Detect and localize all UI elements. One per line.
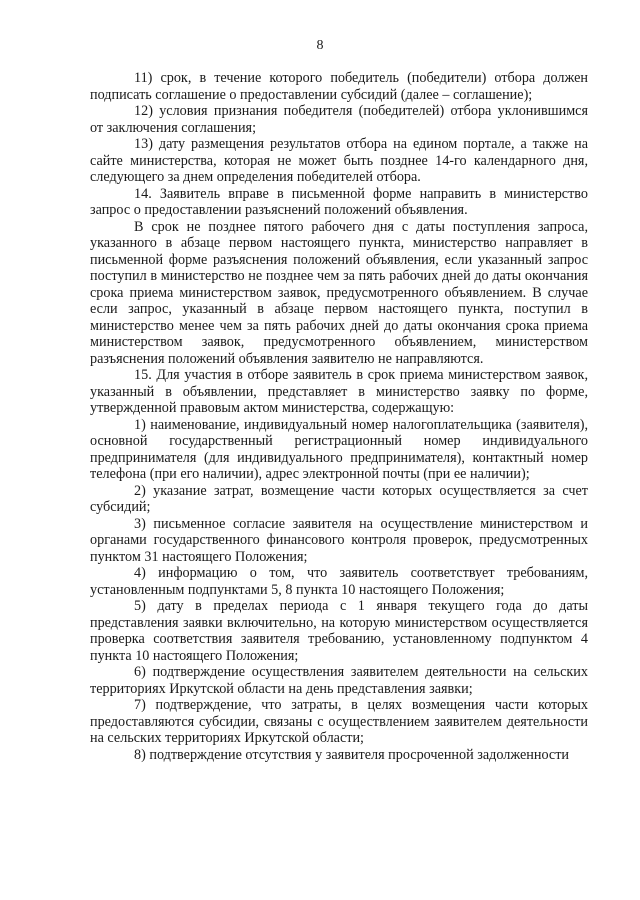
paragraph-item-1: 1) наименование, индивидуальный номер налогоплательщика (заявителя), основной государственный регистрационный номер индивидуального предпринимателя (для индивидуального предпринимателя), контактный номер телефона (при его наличии), адрес электронной почты (при ее наличии); [90, 416, 588, 482]
paragraph-item-4: 4) информацию о том, что заявитель соответствует требованиям, установленным подпунктами 5, 8 пункта 10 настоящего Положения; [90, 565, 588, 598]
paragraph-item-13: 13) дату размещения результатов отбора на едином портале, а также на сайте министерства, которая не может быть позднее 14-го календарного дня, следующего за днем определения победителей отбора. [90, 136, 588, 185]
paragraph-item-3: 3) письменное согласие заявителя на осуществление министерством и органами государственного финансового контроля проверок, предусмотренных пунктом 31 настоящего Положения; [90, 515, 588, 565]
paragraph-clause-15: 15. Для участия в отборе заявитель в срок приема министерством заявок, указанный в объявлении, представляет в министерство заявку по форме, утвержденной правовым актом министерства, содержащую: [90, 367, 588, 416]
document-body [90, 70, 588, 763]
paragraph-item-8: 8) подтверждение отсутствия у заявителя просроченной задолженности [134, 746, 569, 763]
paragraph-item-5: 5) дату в пределах периода с 1 января текущего года до даты представления заявки включительно, на которую министерством осуществляется проверка соответствия заявителя требованию, установленному подпунктом 4 пункта 10 настоящего Положения; [90, 598, 588, 664]
paragraph-item-6: 6) подтверждение осуществления заявителем деятельности на сельских территориях Иркутской области на день представления заявки; [90, 664, 588, 697]
paragraph-item-12: 12) условия признания победителя (победителей) отбора уклонившимся от заключения соглашения; [90, 103, 588, 136]
paragraph-clause-14-explanation: В срок не позднее пятого рабочего дня с даты поступления запроса, указанного в абзаце первом настоящего пункта, министерство направляет в письменной форме разъяснения положений объявления, если указанный запрос поступил в министерство не позднее чем за пять рабочих дней до даты окончания срока приема министерством заявок, предусмотренного объявлением. В случае если запрос, указанный в абзаце первом настоящего пункта, поступил в министерство менее чем за пять рабочих дней до даты окончания срока приема министерством заявок, предусмотренного объявлением, министерством разъяснения положений объявления заявителю не направляются. [90, 218, 588, 367]
paragraph-clause-14: 14. Заявитель вправе в письменной форме направить в министерство запрос о предоставлении разъяснений положений объявления. [90, 185, 588, 218]
page-number: 8 [316, 38, 324, 53]
paragraph-item-7: 7) подтверждение, что затраты, в целях возмещения части которых предоставляются субсидии, связаны с осуществлением заявителем деятельности на сельских территориях Иркутской области; [90, 697, 588, 746]
paragraph-item-11: 11) срок, в течение которого победитель (победители) отбора должен подписать соглашение о предоставлении субсидий (далее – соглашение); [90, 70, 588, 103]
paragraph-item-2: 2) указание затрат, возмещение части которых осуществляется за счет субсидий; [90, 482, 588, 515]
